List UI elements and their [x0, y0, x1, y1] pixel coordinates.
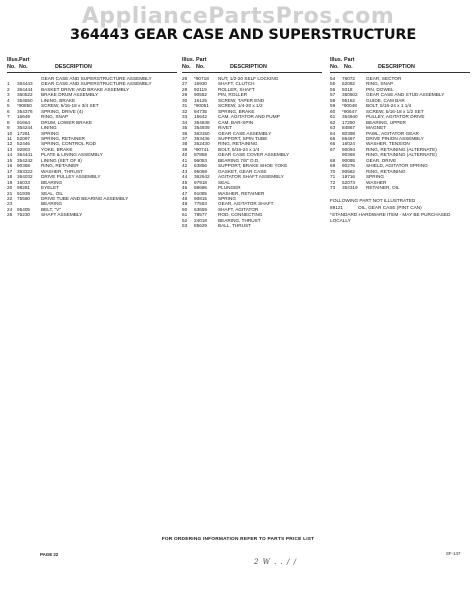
illus-number: 16 [7, 163, 13, 169]
part-description: EYELET [41, 185, 59, 191]
ordering-note: FOR ORDERING INFORMATION REFER TO PARTS PRICE LIST [161, 537, 315, 542]
part-number: 354638 [194, 119, 210, 125]
illus-number: 63 [330, 125, 336, 131]
illus-number: 10 [7, 130, 13, 136]
note-part-number: 89121 [330, 204, 344, 210]
part-number: 90094 [342, 146, 356, 152]
part-number: 90369 [342, 152, 356, 158]
illus-number: 56 [330, 86, 336, 92]
illus-number: 40 [182, 152, 188, 158]
part-description: ROLLER, SHAFT [218, 86, 255, 92]
part-number: 90085 [342, 157, 356, 163]
illus-number: 64 [330, 130, 336, 136]
part-number: 92119 [194, 86, 207, 92]
part-number: 364443 [17, 81, 33, 87]
header-part: Part [344, 57, 355, 63]
part-description: MAGNET [366, 125, 387, 131]
page-number: PAGE 22 [40, 552, 59, 557]
part-number: 87859 [194, 152, 208, 158]
note-text: *STANDARD HARDWARE ITEM - MAY BE PURCHASED LOCALLY [330, 212, 451, 223]
part-description: BALL, THRUST [218, 223, 251, 229]
part-description: GUIDE, CAM BAR [366, 97, 405, 103]
part-description: SCREW, 5/16-18 x 3/4 SET [41, 103, 99, 109]
part-description: NUT, 1/2-20 SELF LOCKING [218, 76, 279, 81]
illus-number: 28 [182, 86, 188, 92]
illus-number: 41 [182, 157, 188, 163]
part-description: GEAR CASE ASSEMBLY [218, 130, 272, 136]
part-description: SHIELD, AGITATOR SPRING [366, 163, 428, 169]
part-description: LINING, BRAKE [41, 97, 76, 103]
note-text: OIL, GEAR CASE (PINT CAN) [358, 204, 422, 210]
part-description: GEAR, DRIVE [366, 157, 397, 163]
part-number: 5018 [342, 86, 353, 92]
header-no: No. [182, 64, 191, 70]
part-number: 85629 [194, 223, 208, 229]
illus-number: 67 [330, 146, 336, 152]
illus-number: 8 [7, 119, 10, 125]
part-description: LINING (SET OF 8) [41, 157, 82, 163]
illus-number: 65 [330, 135, 336, 141]
illus-number: 20 [7, 185, 13, 191]
part-number: 354319 [342, 185, 358, 191]
part-description: PIN, DOWEL [366, 86, 394, 92]
illus-number: 52 [182, 217, 188, 223]
part-number: 90276 [342, 163, 356, 169]
illus-number: 73 [330, 185, 336, 191]
part-number: 353436 [194, 135, 210, 141]
illus-number: 27 [182, 81, 188, 87]
illus-number: 2 [7, 86, 10, 92]
part-number: *90741 [194, 146, 209, 152]
illus-number: 38 [182, 141, 188, 147]
part-number: 353322 [17, 168, 33, 174]
part-description: PIN, ROLLER [218, 92, 248, 98]
part-number: 75580 [17, 195, 31, 201]
illus-number: 1 [7, 81, 10, 87]
part-description: RING, RETAINING (ALTERNATE) [366, 152, 437, 158]
part-description: GEAR, AGITATOR SHAFT [218, 201, 274, 207]
part-description: SUPPORT, BRAKE SHOE YOKE [218, 163, 288, 169]
part-number: 24018 [194, 217, 208, 223]
note-row [330, 212, 470, 223]
part-number: 90552 [194, 92, 208, 98]
illus-number: 3 [7, 92, 10, 98]
part-number: 354550 [17, 97, 33, 103]
header-part-no: No. [19, 64, 28, 70]
part-number: 90368 [17, 163, 31, 169]
illus-number: 22 [7, 195, 13, 201]
part-description: BOLT, 5/16-24 x 1 1/4 [366, 103, 412, 109]
part-number: 17261 [17, 130, 31, 136]
part-number: 63856 [194, 163, 208, 169]
part-row [330, 185, 470, 190]
part-number: 354939 [194, 125, 210, 131]
illus-number: 51 [182, 212, 188, 218]
part-number: *90647 [342, 108, 357, 114]
illus-number: 57 [330, 92, 336, 98]
part-row [7, 212, 177, 217]
part-number: 84867 [342, 125, 356, 131]
illus-number: 24 [7, 206, 13, 212]
part-description: CAM, AGITATOR AND PUMP [218, 114, 280, 120]
part-description: BEARING [41, 179, 63, 185]
part-description: WASHER, TENSION [366, 141, 410, 147]
illus-number: 21 [7, 190, 13, 196]
part-description: GEAR CASE COVER ASSEMBLY [218, 152, 290, 158]
part-description: LINING [41, 125, 57, 131]
part-number: 364444 [17, 86, 33, 92]
part-number: 362642 [194, 174, 210, 180]
handwritten-mark: 2 W . . / / [254, 558, 297, 566]
column-header-bottom [7, 65, 177, 73]
illus-number: 4 [7, 97, 10, 103]
illus-number: 70 [330, 168, 336, 174]
illus-number: 39 [182, 146, 188, 152]
part-number: 76230 [17, 212, 31, 218]
part-number: 91664 [17, 119, 31, 125]
header-no: No. [7, 64, 16, 70]
part-number: 98281 [17, 185, 31, 191]
part-description: GEAR, SECTOR [366, 76, 402, 81]
part-description: AGITATOR SHAFT ASSEMBLY [218, 174, 284, 180]
part-description: BEARING [41, 201, 63, 207]
illus-number: 55 [330, 81, 336, 87]
part-description: BELT, "V" [41, 206, 61, 212]
part-number: 95162 [342, 97, 356, 103]
illus-number: 33 [182, 114, 188, 120]
part-description: RIVET [218, 125, 232, 131]
part-number: 16024 [342, 141, 356, 147]
illus-number: 48 [182, 195, 188, 201]
column-header-bottom [330, 65, 470, 73]
part-number: 52097 [17, 135, 31, 141]
part-description: SUPPORT, SPIN TUBE [218, 135, 268, 141]
part-number: 88686 [194, 185, 208, 191]
parts-list [7, 76, 177, 218]
part-description: SPRING, DRIVE (4) [41, 108, 83, 114]
part-row [182, 223, 322, 228]
illus-number: 68 [330, 157, 336, 163]
illus-number: 72 [330, 179, 336, 185]
part-description: BEARING, THRUST [218, 217, 261, 223]
illus-number: 45 [182, 179, 188, 185]
part-description: SPRING [218, 195, 236, 201]
illus-number: 71 [330, 174, 336, 180]
illus-number: 5 [7, 103, 10, 109]
part-description: CAM, BAR-SPIN [218, 119, 254, 125]
part-description: DRIVE TUBE AND BEARING ASSEMBLY [41, 195, 129, 201]
part-number: 76072 [342, 76, 356, 81]
part-number: 77553 [194, 201, 208, 207]
watermark: AppliancePartsPros.com [81, 4, 395, 29]
part-description: WASHER, RETAINER [218, 190, 265, 196]
part-description: SEAL [218, 179, 230, 185]
part-number: 90815 [194, 195, 208, 201]
part-description: PAWL, AGITATOR GEAR [366, 130, 419, 136]
part-number: 363150 [194, 130, 210, 136]
part-number: 354244 [17, 125, 33, 131]
part-description: BEARING 7/8" O.D. [218, 157, 260, 163]
part-number: 96053 [194, 157, 208, 163]
parts-list [182, 76, 322, 229]
part-number: 364441 [17, 152, 33, 158]
part-number: 16125 [194, 97, 208, 103]
part-description: PULLEY, AGITATOR DRIVE [366, 114, 425, 120]
part-description: PLATE & LINING ASSEMBLY [41, 152, 103, 158]
illus-number: 34 [182, 119, 188, 125]
illus-number: 29 [182, 92, 188, 98]
illus-number: 17 [7, 168, 13, 174]
part-number: 91085 [194, 190, 208, 196]
illus-number: 59 [330, 103, 336, 109]
header-description: DESCRIPTION [378, 64, 415, 70]
part-description: SEAL, OIL [41, 190, 64, 196]
illus-number: 69 [330, 163, 336, 169]
part-description: BEARING, UPPER [366, 119, 406, 125]
part-description: BASKET DRIVE AND BRAKE ASSEMBLY [41, 86, 130, 92]
header-illus: Illus. [330, 57, 343, 63]
part-description: SPRING [41, 130, 59, 136]
part-description: RING, RETAINING [218, 141, 258, 147]
part-number: 63659 [194, 206, 208, 212]
part-number: 52082 [342, 81, 356, 87]
part-number: 95405 [17, 206, 31, 212]
part-description: SPRING, BRAKE [218, 108, 255, 114]
part-description: SCREW, TAPER END [218, 97, 265, 103]
part-description: DRUM, LOWER BRAKE [41, 119, 93, 125]
header-description: DESCRIPTION [230, 64, 267, 70]
part-number: 16642 [194, 114, 208, 120]
part-description: ROD, CONNECTING [218, 212, 263, 218]
part-description: GEAR CASE AND SUPERSTRUCTURE ASSEMBLY [41, 76, 152, 81]
part-number: 354242 [17, 157, 33, 163]
part-description: BOLT, 5/16-24 x 1/4 [218, 146, 260, 152]
part-number: 16930 [194, 81, 208, 87]
part-description: SHAFT ASSEMBLY [41, 212, 83, 218]
illus-number: 49 [182, 201, 188, 207]
part-description: SHAFT, CLUTCH [218, 81, 255, 87]
illus-number: 12 [7, 141, 13, 147]
parts-column-1 [7, 58, 177, 218]
parts-column-3 [330, 58, 470, 224]
illus-number: 19 [7, 179, 13, 185]
part-description: YOKE, BRAKE [41, 146, 73, 152]
part-number: 354940 [342, 114, 358, 120]
part-number: *90850 [17, 103, 32, 109]
illus-number: 36 [182, 130, 188, 136]
part-description: SCREW, 5/16-18 x 1/2 SET [366, 108, 424, 114]
illus-number: 11 [7, 135, 12, 141]
part-description: RING, RETAINING [366, 168, 406, 174]
illus-number: 32 [182, 108, 188, 114]
illus-number: 58 [330, 97, 336, 103]
part-description: RING, RETAINER [41, 163, 79, 169]
illus-number: 42 [182, 163, 188, 169]
part-number: 52073 [342, 179, 356, 185]
part-number: 360602 [342, 92, 358, 98]
part-number: 364032 [17, 174, 33, 180]
illus-number: 23 [7, 201, 13, 207]
part-description: WASHER, THRUST [41, 168, 83, 174]
illus-number: 30 [182, 97, 188, 103]
part-description: DRIVE PINION ASSEMBLY [366, 135, 424, 141]
parts-list [330, 76, 470, 191]
part-number: 16033 [17, 179, 31, 185]
illus-number: 60 [330, 108, 336, 114]
note-row [330, 205, 470, 210]
column-header-bottom [182, 65, 322, 73]
part-number: *90048 [342, 103, 357, 109]
part-description: PLUNGER [218, 185, 241, 191]
illus-number: 13 [7, 146, 13, 152]
illus-number: 37 [182, 135, 188, 141]
illus-number: 25 [7, 212, 13, 218]
part-description: RING, RETAINING (ALTERNATE) [366, 146, 437, 152]
part-description: WASHER [366, 179, 387, 185]
header-part-no: No. [196, 64, 205, 70]
part-description: DRIVE PULLEY ASSEMBLY [41, 174, 101, 180]
part-number: 19716 [342, 174, 356, 180]
header-part: Part [19, 57, 30, 63]
part-number: 17250 [342, 119, 356, 125]
header-illus: Illus. [182, 57, 195, 63]
illus-number: 50 [182, 206, 188, 212]
part-number: 97918 [194, 179, 208, 185]
illus-number: 35 [182, 125, 188, 131]
illus-number: 18 [7, 174, 13, 180]
header-illus: Illus. [7, 57, 20, 63]
illus-number: 9 [7, 125, 10, 131]
part-number: *90718 [194, 76, 209, 81]
form-code: SF-147 [446, 551, 461, 556]
illus-number: 66 [330, 141, 336, 147]
part-number: 95069 [194, 168, 208, 174]
illus-number: 47 [182, 190, 188, 196]
part-description: SPRING, RETAINER [41, 135, 85, 141]
part-description: RETAINER, OIL [366, 185, 400, 191]
part-description: SCREW, 1/4-20 x 1/2 [218, 103, 263, 109]
part-number: 352430 [194, 141, 210, 147]
part-description: GEAR CASE AND STUD ASSEMBLY [366, 92, 445, 98]
illus-number: 61 [330, 114, 336, 120]
parts-notes [330, 198, 470, 224]
note-text: FOLLOWING PART NOT ILLUSTRATED [330, 197, 416, 203]
parts-column-2 [182, 58, 322, 229]
part-description: GASKET, GEAR CASE [218, 168, 267, 174]
illus-number: 7 [7, 114, 10, 120]
part-number: 80398 [342, 130, 356, 136]
part-description: SPRING, CONTROL ROD [41, 141, 97, 147]
illus-number: 62 [330, 119, 336, 125]
illus-number: 54 [330, 76, 336, 81]
illus-number: 31 [182, 103, 188, 109]
part-number: *90051 [194, 103, 209, 109]
illus-number: 53 [182, 223, 188, 229]
part-number: 91939 [17, 190, 31, 196]
header-description: DESCRIPTION [55, 64, 92, 70]
column-header-top [7, 58, 177, 65]
part-number: 354376 [17, 108, 33, 114]
part-number: 360522 [17, 92, 33, 98]
part-description: RING, SNAP [41, 114, 69, 120]
part-number: 78577 [194, 212, 208, 218]
part-number: 94735 [194, 108, 208, 114]
illus-number: 43 [182, 168, 188, 174]
header-no: No. [330, 64, 339, 70]
part-description: GEAR CASE AND SUPERSTRUCTURE ASSEMBLY [41, 81, 152, 87]
illus-number: 6 [7, 108, 10, 114]
part-number: 85467 [342, 135, 356, 141]
part-description: RING, SNAP [366, 81, 394, 87]
illus-number: 14 [7, 152, 13, 158]
page-title: 364443 GEAR CASE AND SUPERSTRUCTURE [70, 27, 417, 43]
illus-number: 15 [7, 157, 13, 163]
illus-number: 26 [182, 76, 188, 81]
part-number: 92903 [17, 146, 31, 152]
part-number: 52446 [17, 141, 31, 147]
header-part: Part [196, 57, 207, 63]
part-number: 16649 [17, 114, 31, 120]
illus-number: 44 [182, 174, 188, 180]
part-description: SPRING [366, 174, 384, 180]
note-row [330, 198, 470, 203]
part-number: 90582 [342, 168, 356, 174]
illus-number: 46 [182, 185, 188, 191]
part-description: BRAKE DRUM ASSEMBLY [41, 92, 99, 98]
header-part-no: No. [344, 64, 353, 70]
part-description: SHAFT, AGITATOR [218, 206, 259, 212]
